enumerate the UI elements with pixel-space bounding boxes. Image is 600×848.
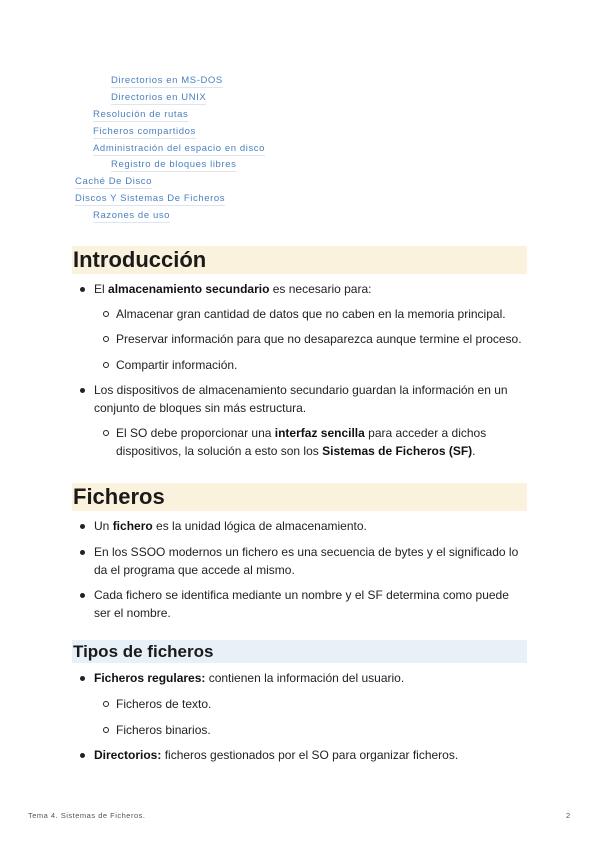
toc-link-registro-bloques[interactable]: Registro de bloques libres xyxy=(111,159,237,170)
list-item-continuation xyxy=(94,561,295,579)
text: contienen la información del usuario. xyxy=(205,671,405,685)
text: Cada fichero se identifica mediante un nombre y el SF determina como puede xyxy=(94,588,509,602)
sub-list-item xyxy=(116,356,237,374)
footer-chapter: Tema 4. Sistemas de Ficheros. xyxy=(28,811,146,820)
toc-link-ficheros-compartidos[interactable]: Ficheros compartidos xyxy=(93,126,196,137)
text: . xyxy=(472,444,476,458)
circle-bullet-icon xyxy=(103,362,109,368)
text: Los dispositivos de almacenamiento secundario guardan la información en un xyxy=(94,383,508,397)
bullet-icon xyxy=(80,524,85,529)
text: En los SSOO modernos un fichero es una secuencia de bytes y el significado lo xyxy=(94,545,519,559)
circle-bullet-icon xyxy=(103,311,109,317)
text: es la unidad lógica de almacenamiento. xyxy=(152,519,367,533)
bullet-icon xyxy=(80,753,85,758)
text: Ficheros binarios. xyxy=(116,723,211,737)
list-item-continuation xyxy=(94,604,171,622)
toc-link-directorios-unix[interactable]: Directorios en UNIX xyxy=(111,92,207,103)
section-heading-introduccion: Introducción xyxy=(72,246,527,274)
toc-link-resolucion-rutas[interactable]: Resolución de rutas xyxy=(93,109,189,120)
text: para acceder a dichos xyxy=(364,426,487,440)
text: Almacenar gran cantidad de datos que no caben en la memoria principal. xyxy=(116,307,506,321)
bold-text: Sistemas de Ficheros (SF) xyxy=(322,444,473,458)
list-item xyxy=(94,669,404,687)
text: Preservar información para que no desaparezca aunque termine el proceso. xyxy=(116,332,522,346)
list-item xyxy=(94,543,518,561)
sub-list-item xyxy=(116,695,211,713)
bullet-icon xyxy=(80,287,85,292)
list-item xyxy=(94,517,367,535)
bullet-icon xyxy=(80,550,85,555)
text: El SO debe proporcionar una xyxy=(116,426,275,440)
sub-list-item xyxy=(116,424,486,442)
bold-text: Directorios: xyxy=(94,748,162,762)
bold-text: fichero xyxy=(112,519,153,533)
list-item xyxy=(94,381,508,399)
list-item xyxy=(94,280,371,298)
toc-link-razones-uso[interactable]: Razones de uso xyxy=(93,210,171,221)
list-item-continuation xyxy=(94,399,306,417)
sub-list-item xyxy=(116,305,506,323)
text: da el programa que accede al mismo. xyxy=(94,563,295,577)
bullet-icon xyxy=(80,593,85,598)
bold-text: interfaz sencilla xyxy=(274,426,365,440)
text: Un xyxy=(94,519,113,533)
toc-link-administracion-espacio[interactable]: Administración del espacio en disco xyxy=(93,143,266,154)
sub-list-item xyxy=(116,721,211,739)
sub-list-item-continuation xyxy=(116,442,476,460)
bullet-icon xyxy=(80,676,85,681)
text: Ficheros de texto. xyxy=(116,697,212,711)
bold-text: Ficheros regulares: xyxy=(94,671,206,685)
toc-link-discos-sistemas[interactable]: Discos Y Sistemas De Ficheros xyxy=(75,193,226,204)
circle-bullet-icon xyxy=(103,727,109,733)
text: ficheros gestionados por el SO para organizar ficheros. xyxy=(161,748,459,762)
toc-link-directorios-msdos[interactable]: Directorios en MS-DOS xyxy=(111,75,223,86)
text: dispositivos, la solución a esto son los xyxy=(116,444,323,458)
bullet-icon xyxy=(80,388,85,393)
circle-bullet-icon xyxy=(103,430,109,436)
bold-text: almacenamiento secundario xyxy=(108,282,270,296)
subsection-heading-tipos: Tipos de ficheros xyxy=(72,640,527,663)
section-heading-ficheros: Ficheros xyxy=(72,483,527,511)
sub-list-item xyxy=(116,330,522,348)
list-item xyxy=(94,746,458,764)
text: ser el nombre. xyxy=(94,606,171,620)
toc-link-cache-disco[interactable]: Caché De Disco xyxy=(75,176,153,187)
circle-bullet-icon xyxy=(103,336,109,342)
text: es necesario para: xyxy=(269,282,372,296)
text: Compartir información. xyxy=(116,358,238,372)
text: conjunto de bloques sin más estructura. xyxy=(94,401,307,415)
list-item xyxy=(94,586,509,604)
text: El xyxy=(94,282,109,296)
circle-bullet-icon xyxy=(103,701,109,707)
page-number: 2 xyxy=(566,811,571,820)
